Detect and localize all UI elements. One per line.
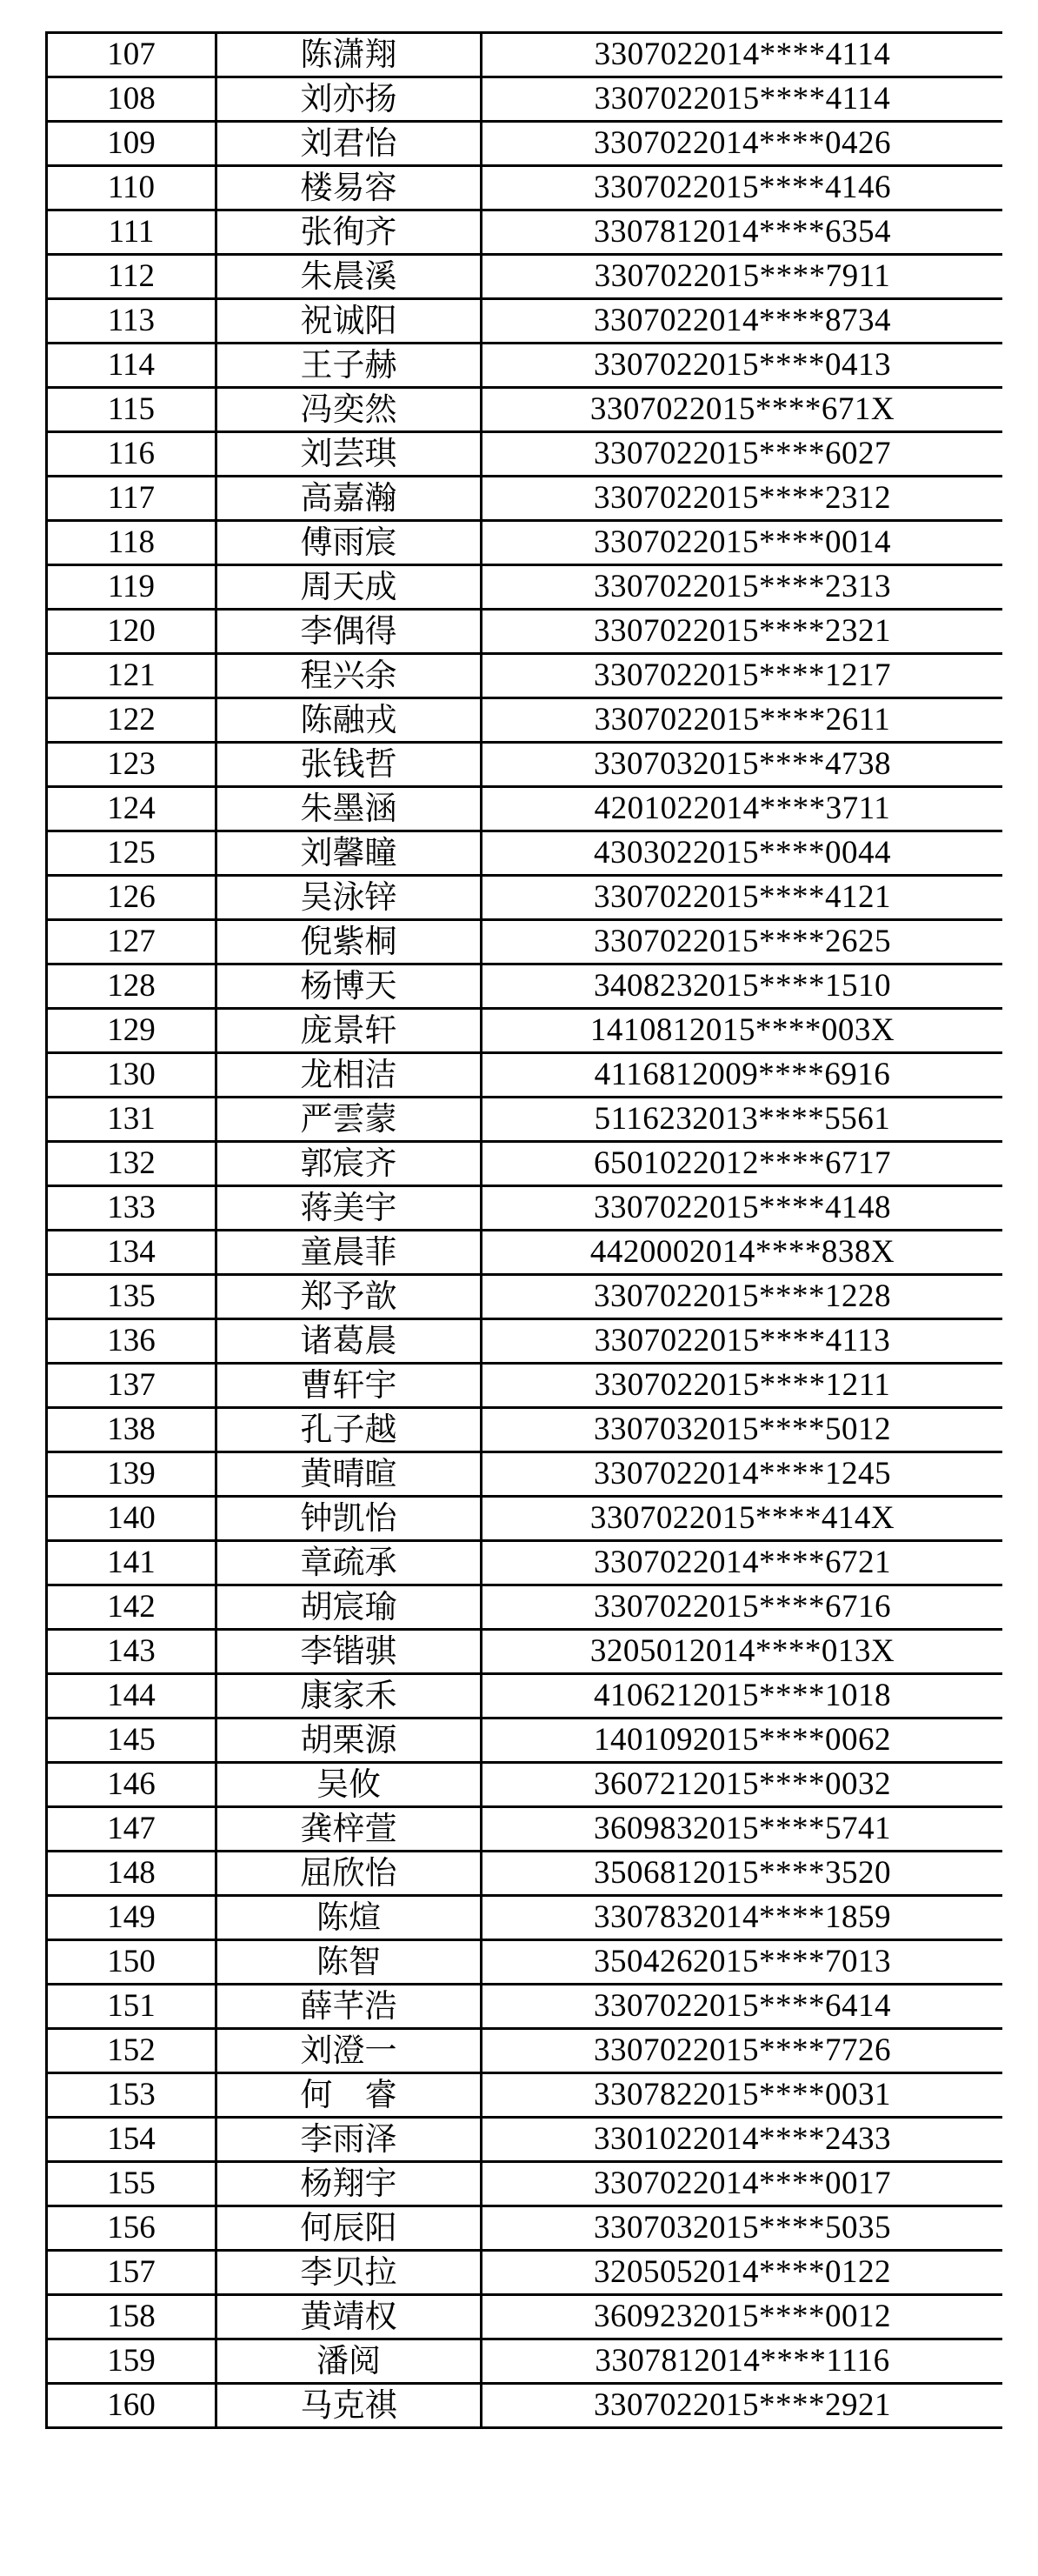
row-number-cell: 152 — [47, 2029, 216, 2073]
id-number-cell: 3307022015****7911 — [482, 255, 1003, 299]
id-number-cell: 3307022015****1211 — [482, 1364, 1003, 1408]
table-row — [47, 565, 1003, 610]
id-number-cell: 3307022015****6027 — [482, 432, 1003, 477]
student-name-cell: 祝诚阳 — [216, 299, 482, 344]
row-number-cell: 137 — [47, 1364, 216, 1408]
row-number-cell: 139 — [47, 1452, 216, 1497]
id-number-cell: 3504262015****7013 — [482, 1940, 1003, 1985]
student-name-cell: 冯奕然 — [216, 388, 482, 432]
id-number-cell: 3609832015****5741 — [482, 1807, 1003, 1852]
id-number-cell: 4201022014****3711 — [482, 787, 1003, 831]
student-name-cell: 陈潇翔 — [216, 33, 482, 77]
student-name-cell: 严雲蒙 — [216, 1098, 482, 1142]
table-row — [47, 299, 1003, 344]
table-row — [47, 1053, 1003, 1098]
row-number-cell: 142 — [47, 1585, 216, 1630]
table-row — [47, 432, 1003, 477]
student-name-cell: 杨博天 — [216, 964, 482, 1009]
row-number-cell: 157 — [47, 2251, 216, 2295]
table-row — [47, 787, 1003, 831]
id-number-cell: 4303022015****0044 — [482, 831, 1003, 876]
table-row — [47, 1896, 1003, 1940]
id-number-cell: 3307832014****1859 — [482, 1896, 1003, 1940]
row-number-cell: 108 — [47, 77, 216, 122]
student-name-cell: 李偶得 — [216, 610, 482, 654]
student-name-cell: 屈欣怡 — [216, 1852, 482, 1896]
table-row — [47, 1186, 1003, 1231]
table-row — [47, 210, 1003, 255]
table-row — [47, 610, 1003, 654]
table-row — [47, 1497, 1003, 1541]
id-number-cell: 3205052014****0122 — [482, 2251, 1003, 2295]
student-name-cell: 孔子越 — [216, 1408, 482, 1452]
row-number-cell: 148 — [47, 1852, 216, 1896]
student-name-cell: 曹轩宇 — [216, 1364, 482, 1408]
student-name-cell: 章疏承 — [216, 1541, 482, 1585]
id-number-cell: 4420002014****838X — [482, 1231, 1003, 1275]
student-name-cell: 周天成 — [216, 565, 482, 610]
student-name-cell: 高嘉瀚 — [216, 477, 482, 521]
id-number-cell: 3307022015****4113 — [482, 1319, 1003, 1364]
row-number-cell: 109 — [47, 122, 216, 166]
row-number-cell: 126 — [47, 876, 216, 920]
id-number-cell: 3307022015****1228 — [482, 1275, 1003, 1319]
student-name-cell: 刘澄一 — [216, 2029, 482, 2073]
table-row — [47, 1408, 1003, 1452]
student-name-cell: 刘亦扬 — [216, 77, 482, 122]
student-name-cell: 王子赫 — [216, 344, 482, 388]
student-name-cell: 陈融戎 — [216, 698, 482, 743]
row-number-cell: 138 — [47, 1408, 216, 1452]
student-name-cell: 薛芊浩 — [216, 1985, 482, 2029]
row-number-cell: 127 — [47, 920, 216, 964]
row-number-cell: 155 — [47, 2162, 216, 2206]
row-number-cell: 154 — [47, 2118, 216, 2162]
id-number-cell: 3307022014****8734 — [482, 299, 1003, 344]
student-name-cell: 朱晨溪 — [216, 255, 482, 299]
student-name-cell: 胡宸瑜 — [216, 1585, 482, 1630]
table-row — [47, 1142, 1003, 1186]
table-row — [47, 2162, 1003, 2206]
student-name-cell: 陈智 — [216, 1940, 482, 1985]
student-name-cell: 郭宸齐 — [216, 1142, 482, 1186]
id-number-cell: 3307022015****2625 — [482, 920, 1003, 964]
row-number-cell: 121 — [47, 654, 216, 698]
table-row — [47, 2251, 1003, 2295]
table-row — [47, 1674, 1003, 1718]
table-row — [47, 743, 1003, 787]
table-row — [47, 33, 1003, 77]
row-number-cell: 153 — [47, 2073, 216, 2118]
id-number-cell: 3307022015****2611 — [482, 698, 1003, 743]
roster-table — [45, 31, 1002, 2429]
row-number-cell: 112 — [47, 255, 216, 299]
student-name-cell: 龙相洁 — [216, 1053, 482, 1098]
table-row — [47, 1630, 1003, 1674]
table-row — [47, 255, 1003, 299]
row-number-cell: 107 — [47, 33, 216, 77]
student-name-cell: 吴泳锌 — [216, 876, 482, 920]
id-number-cell: 3607212015****0032 — [482, 1763, 1003, 1807]
student-name-cell: 刘君怡 — [216, 122, 482, 166]
table-row — [47, 77, 1003, 122]
table-row — [47, 122, 1003, 166]
table-row — [47, 2029, 1003, 2073]
table-row — [47, 1541, 1003, 1585]
table-row — [47, 1009, 1003, 1053]
table-row — [47, 1585, 1003, 1630]
roster-table-body — [47, 33, 1003, 2428]
table-row — [47, 2118, 1003, 2162]
student-name-cell: 楼易容 — [216, 166, 482, 210]
student-name-cell: 康家禾 — [216, 1674, 482, 1718]
row-number-cell: 114 — [47, 344, 216, 388]
id-number-cell: 3205012014****013X — [482, 1630, 1003, 1674]
id-number-cell: 3307022014****0017 — [482, 2162, 1003, 2206]
student-name-cell: 李雨泽 — [216, 2118, 482, 2162]
id-number-cell: 3408232015****1510 — [482, 964, 1003, 1009]
student-name-cell: 刘馨瞳 — [216, 831, 482, 876]
id-number-cell: 3307022015****414X — [482, 1497, 1003, 1541]
table-row — [47, 1718, 1003, 1763]
row-number-cell: 130 — [47, 1053, 216, 1098]
id-number-cell: 3307022015****0413 — [482, 344, 1003, 388]
row-number-cell: 149 — [47, 1896, 216, 1940]
id-number-cell: 3307812014****6354 — [482, 210, 1003, 255]
table-row — [47, 920, 1003, 964]
table-row — [47, 831, 1003, 876]
student-name-cell: 黄晴暄 — [216, 1452, 482, 1497]
row-number-cell: 128 — [47, 964, 216, 1009]
student-name-cell: 杨翔宇 — [216, 2162, 482, 2206]
row-number-cell: 110 — [47, 166, 216, 210]
row-number-cell: 146 — [47, 1763, 216, 1807]
student-name-cell: 潘阅 — [216, 2339, 482, 2384]
id-number-cell: 3307022015****4148 — [482, 1186, 1003, 1231]
student-name-cell: 黄靖权 — [216, 2295, 482, 2339]
student-name-cell: 童晨菲 — [216, 1231, 482, 1275]
id-number-cell: 3609232015****0012 — [482, 2295, 1003, 2339]
id-number-cell: 3307022015****2313 — [482, 565, 1003, 610]
row-number-cell: 144 — [47, 1674, 216, 1718]
student-name-cell: 庞景轩 — [216, 1009, 482, 1053]
table-row — [47, 2295, 1003, 2339]
student-name-cell: 郑予歆 — [216, 1275, 482, 1319]
id-number-cell: 3307022014****1245 — [482, 1452, 1003, 1497]
row-number-cell: 111 — [47, 210, 216, 255]
student-name-cell: 何辰阳 — [216, 2206, 482, 2251]
id-number-cell: 4116812009****6916 — [482, 1053, 1003, 1098]
row-number-cell: 129 — [47, 1009, 216, 1053]
row-number-cell: 159 — [47, 2339, 216, 2384]
row-number-cell: 113 — [47, 299, 216, 344]
row-number-cell: 132 — [47, 1142, 216, 1186]
table-row — [47, 1807, 1003, 1852]
student-name-cell: 诸葛晨 — [216, 1319, 482, 1364]
table-row — [47, 1763, 1003, 1807]
student-name-cell: 钟凯怡 — [216, 1497, 482, 1541]
table-row — [47, 876, 1003, 920]
table-row — [47, 2073, 1003, 2118]
student-name-cell: 何 睿 — [216, 2073, 482, 2118]
student-name-cell: 程兴余 — [216, 654, 482, 698]
table-row — [47, 2206, 1003, 2251]
student-name-cell: 吴攸 — [216, 1763, 482, 1807]
id-number-cell: 3307022015****671X — [482, 388, 1003, 432]
row-number-cell: 136 — [47, 1319, 216, 1364]
row-number-cell: 141 — [47, 1541, 216, 1585]
row-number-cell: 151 — [47, 1985, 216, 2029]
table-row — [47, 477, 1003, 521]
row-number-cell: 123 — [47, 743, 216, 787]
table-row — [47, 1852, 1003, 1896]
id-number-cell: 3307022015****7726 — [482, 2029, 1003, 2073]
row-number-cell: 156 — [47, 2206, 216, 2251]
id-number-cell: 3307022014****6721 — [482, 1541, 1003, 1585]
table-row — [47, 654, 1003, 698]
table-row — [47, 1231, 1003, 1275]
student-name-cell: 李锴骐 — [216, 1630, 482, 1674]
table-row — [47, 1940, 1003, 1985]
table-row — [47, 1098, 1003, 1142]
table-row — [47, 964, 1003, 1009]
id-number-cell: 3307812014****1116 — [482, 2339, 1003, 2384]
student-name-cell: 朱墨涵 — [216, 787, 482, 831]
student-name-cell: 陈煊 — [216, 1896, 482, 1940]
table-row — [47, 2384, 1003, 2428]
table-row — [47, 1452, 1003, 1497]
row-number-cell: 160 — [47, 2384, 216, 2428]
table-row — [47, 1319, 1003, 1364]
id-number-cell: 5116232013****5561 — [482, 1098, 1003, 1142]
row-number-cell: 115 — [47, 388, 216, 432]
student-name-cell: 张徇齐 — [216, 210, 482, 255]
row-number-cell: 135 — [47, 1275, 216, 1319]
row-number-cell: 150 — [47, 1940, 216, 1985]
id-number-cell: 3307822015****0031 — [482, 2073, 1003, 2118]
table-row — [47, 521, 1003, 565]
table-row — [47, 698, 1003, 743]
id-number-cell: 3307022015****4121 — [482, 876, 1003, 920]
row-number-cell: 120 — [47, 610, 216, 654]
row-number-cell: 131 — [47, 1098, 216, 1142]
student-name-cell: 胡栗源 — [216, 1718, 482, 1763]
student-name-cell: 李贝拉 — [216, 2251, 482, 2295]
id-number-cell: 1401092015****0062 — [482, 1718, 1003, 1763]
id-number-cell: 3307022015****6716 — [482, 1585, 1003, 1630]
id-number-cell: 3506812015****3520 — [482, 1852, 1003, 1896]
id-number-cell: 1410812015****003X — [482, 1009, 1003, 1053]
row-number-cell: 143 — [47, 1630, 216, 1674]
row-number-cell: 124 — [47, 787, 216, 831]
row-number-cell: 158 — [47, 2295, 216, 2339]
id-number-cell: 4106212015****1018 — [482, 1674, 1003, 1718]
student-name-cell: 傅雨宸 — [216, 521, 482, 565]
id-number-cell: 3307022015****2321 — [482, 610, 1003, 654]
id-number-cell: 3307022014****0426 — [482, 122, 1003, 166]
id-number-cell: 3307032015****5012 — [482, 1408, 1003, 1452]
row-number-cell: 118 — [47, 521, 216, 565]
id-number-cell: 3307022014****4114 — [482, 33, 1003, 77]
table-row — [47, 2339, 1003, 2384]
row-number-cell: 134 — [47, 1231, 216, 1275]
id-number-cell: 3307022015****1217 — [482, 654, 1003, 698]
row-number-cell: 125 — [47, 831, 216, 876]
table-row — [47, 1985, 1003, 2029]
roster-sheet — [45, 31, 1002, 2576]
row-number-cell: 147 — [47, 1807, 216, 1852]
id-number-cell: 3307022015****2921 — [482, 2384, 1003, 2428]
student-name-cell: 倪紫桐 — [216, 920, 482, 964]
table-row — [47, 1364, 1003, 1408]
row-number-cell: 117 — [47, 477, 216, 521]
id-number-cell: 3307032015****4738 — [482, 743, 1003, 787]
id-number-cell: 3307022015****2312 — [482, 477, 1003, 521]
table-row — [47, 388, 1003, 432]
student-name-cell: 马克祺 — [216, 2384, 482, 2428]
row-number-cell: 140 — [47, 1497, 216, 1541]
table-row — [47, 1275, 1003, 1319]
id-number-cell: 3307022015****4146 — [482, 166, 1003, 210]
table-row — [47, 166, 1003, 210]
id-number-cell: 3307022015****6414 — [482, 1985, 1003, 2029]
row-number-cell: 122 — [47, 698, 216, 743]
id-number-cell: 3307022015****4114 — [482, 77, 1003, 122]
student-name-cell: 刘芸琪 — [216, 432, 482, 477]
id-number-cell: 3307022015****0014 — [482, 521, 1003, 565]
student-name-cell: 蒋美宇 — [216, 1186, 482, 1231]
table-row — [47, 344, 1003, 388]
id-number-cell: 6501022012****6717 — [482, 1142, 1003, 1186]
row-number-cell: 145 — [47, 1718, 216, 1763]
row-number-cell: 116 — [47, 432, 216, 477]
student-name-cell: 张钱哲 — [216, 743, 482, 787]
student-name-cell: 龚梓萱 — [216, 1807, 482, 1852]
row-number-cell: 133 — [47, 1186, 216, 1231]
id-number-cell: 3307032015****5035 — [482, 2206, 1003, 2251]
id-number-cell: 3301022014****2433 — [482, 2118, 1003, 2162]
row-number-cell: 119 — [47, 565, 216, 610]
